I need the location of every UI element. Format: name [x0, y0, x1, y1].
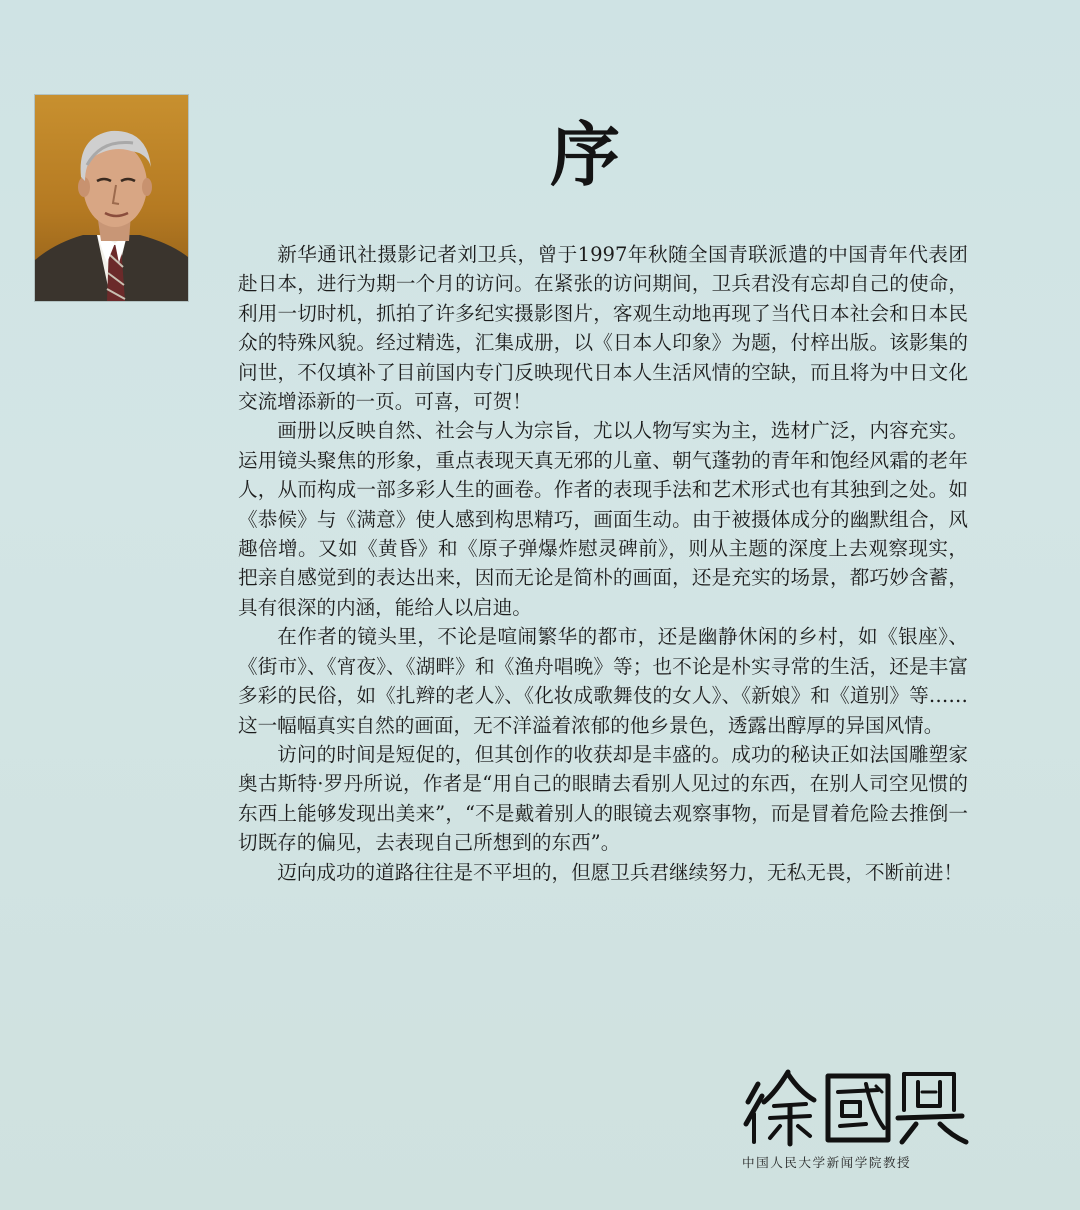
page-title — [0, 113, 1080, 196]
paragraph-5: 迈向成功的道路往往是不平坦的，但愿卫兵君继续努力，无私无畏，不断前进！ — [277, 860, 963, 884]
title-text: 序 — [550, 113, 620, 196]
preface-body — [238, 240, 968, 887]
paragraph-2: 画册以反映自然、社会与人为宗旨，尤以人物写实为主，选材广泛，内容充实。运用镜头聚焦的形象，重点表现天真无邪的儿童、朝气蓬勃的青年和饱经风霜的老年人，从而构成一部多彩人生的画卷。作者的表现手法和艺术形式也有其独到之处。如《恭候》与《满意》使人感到构思精巧，画面生动。由于被摄体成分的幽默组合，风趣倍增。又如《黄昏》和《原子弹爆炸慰灵碑前》，则从主题的深度上去观察现实，把亲自感觉到的表达出来，因而无论是简朴的画面，还是充实的场景，都巧妙含蓄，具有很深的内涵，能给人以启迪。 — [238, 419, 968, 619]
signature-image — [740, 1062, 970, 1147]
paragraph-3: 在作者的镜头里，不论是喧闹繁华的都市，还是幽静休闲的乡村，如《银座》、《街市》、《宵夜》、《湖畔》和《渔舟唱晚》等；也不论是朴实寻常的生活，还是丰富多彩的民俗，如《扎辫的老人》、《化妆成歌舞伎的女人》、《新娘》和《道别》等……这一幅幅真实自然的画面，无不洋溢着浓郁的他乡景色，透露出醇厚的异国风情。 — [238, 625, 968, 737]
author-affiliation: 中国人民大学新闻学院教授 — [742, 1155, 912, 1170]
paragraph-4: 访问的时间是短促的，但其创作的收获却是丰盛的。成功的秘诀正如法国雕塑家奥古斯特·罗丹所说，作者是“用自己的眼睛去看别人见过的东西，在别人司空见惯的东西上能够发现出美来”，“不是戴着别人的眼镜去观察事物，而是冒着危险去推倒一切既存的偏见，去表现自己所想到的东西”。 — [238, 742, 968, 855]
paragraph-1: 新华通讯社摄影记者刘卫兵，曾于1997年秋随全国青联派遣的中国青年代表团赴日本，进行为期一个月的访问。在紧张的访问期间，卫兵君没有忘却自己的使命，利用一切时机，抓拍了许多纪实摄影图片，客观生动地再现了当代日本社会和日本民众的特殊风貌。经过精选，汇集成册，以《日本人印象》为题，付梓出版。该影集的问世，不仅填补了目前国内专门反映现代日本人生活风情的空缺，而且将为中日文化交流增添新的一页。可喜，可贺！ — [238, 243, 968, 414]
author-signature — [740, 1062, 970, 1147]
